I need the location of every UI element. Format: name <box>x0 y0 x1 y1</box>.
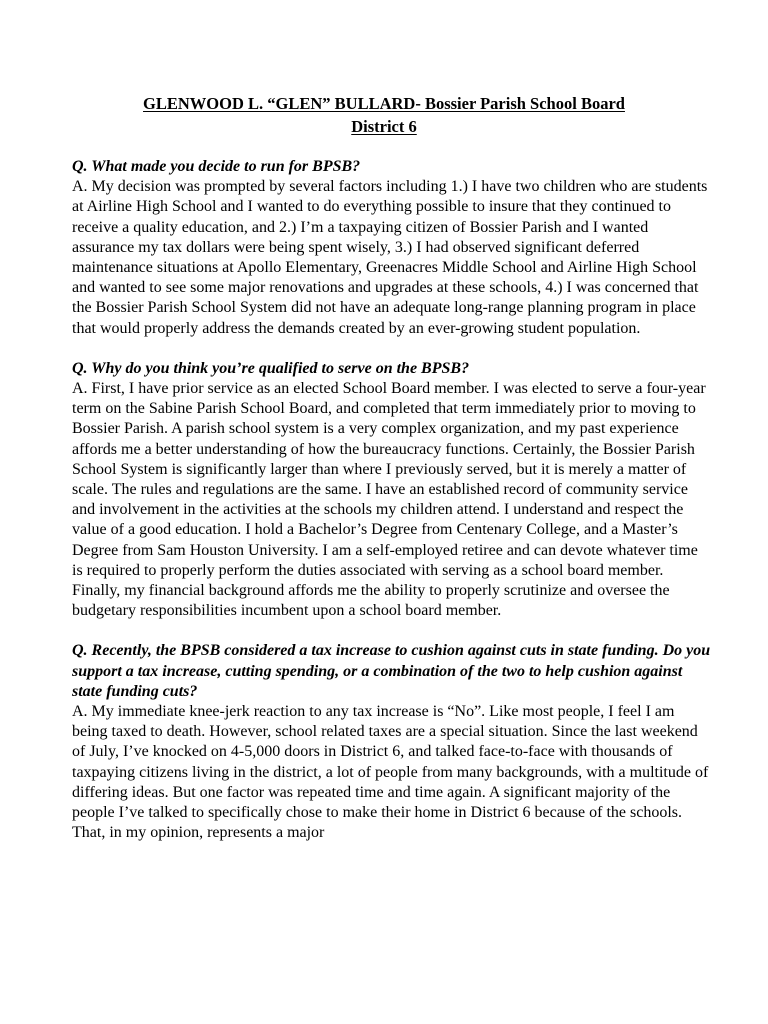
title-line-2: District 6 <box>351 117 417 136</box>
qa-item <box>72 157 712 339</box>
qa-section <box>72 157 712 864</box>
qa-item <box>72 641 712 843</box>
question-1: Q. What made you decide to run for BPSB? <box>72 158 361 175</box>
question-2: Q. Why do you think you’re qualified to serve on the BPSB? <box>72 359 470 377</box>
question-3: Q. Recently, the BPSB considered a tax increase to cushion against cuts in state funding. Do you support a tax increase, cutting spending, or a combination of the two to help cushion against state funding cuts? <box>72 642 711 700</box>
answer-1: A. My decision was prompted by several factors including 1.) I have two children who are students at Airline High School and I wanted to do everything possible to insure that they continued to receive a quality education, and 2.) I’m a taxpaying citizen of Bossier Parish and I wanted assurance my tax dollars were being spent wisely, 3.) I had observed significant deferred maintenance situations at Apollo Elementary, Greenacres Middle School and Airline High School and wanted to see some major renovations and upgrades at these schools, 4.) I was concerned that the Bossier Parish School System did not have an adequate long-range planning program in place that would properly address the demands created by an ever-growing student population. <box>72 178 708 337</box>
title-line-1: GLENWOOD L. “GLEN” BULLARD- Bossier Parish School Board <box>143 94 625 113</box>
answer-3: A. My immediate knee-jerk reaction to any tax increase is “No”. Like most people, I feel I am being taxed to death. However, school related taxes are a special situation. Since the last weekend of July, I’ve knocked on 4-5,000 doors in District 6, and talked face-to-face with thousands of taxpaying citizens living in the district, a lot of people from many backgrounds, with a multitude of differing ideas. But one factor was repeated time and time again. A significant majority of the people I’ve talked to specifically chose to make their home in District 6 because of the schools. That, in my opinion, represents a major <box>72 703 709 842</box>
document-title <box>72 92 696 138</box>
qa-item <box>72 359 712 622</box>
answer-2: A. First, I have prior service as an elected School Board member. I was elected to serve a four-year term on the Sabine Parish School Board, and completed that term immediately prior to moving to Bossier Parish. A parish school system is a very complex organization, and my past experience affords me a better understanding of how the bureaucracy functions. Certainly, the Bossier Parish School System is significantly larger than where I previously served, but it is merely a matter of scale. The rules and regulations are the same. I have an established record of community service and involvement in the activities at the schools my children attend. I understand and respect the value of a good education. I hold a Bachelor’s Degree from Centenary College, and a Master’s Degree from Sam Houston University. I am a self-employed retiree and can devote whatever time is required to properly perform the duties associated with serving as a school board member. Finally, my financial background affords me the ability to properly scrutinize and oversee the budgetary responsibilities incumbent upon a school board member. <box>72 380 706 620</box>
